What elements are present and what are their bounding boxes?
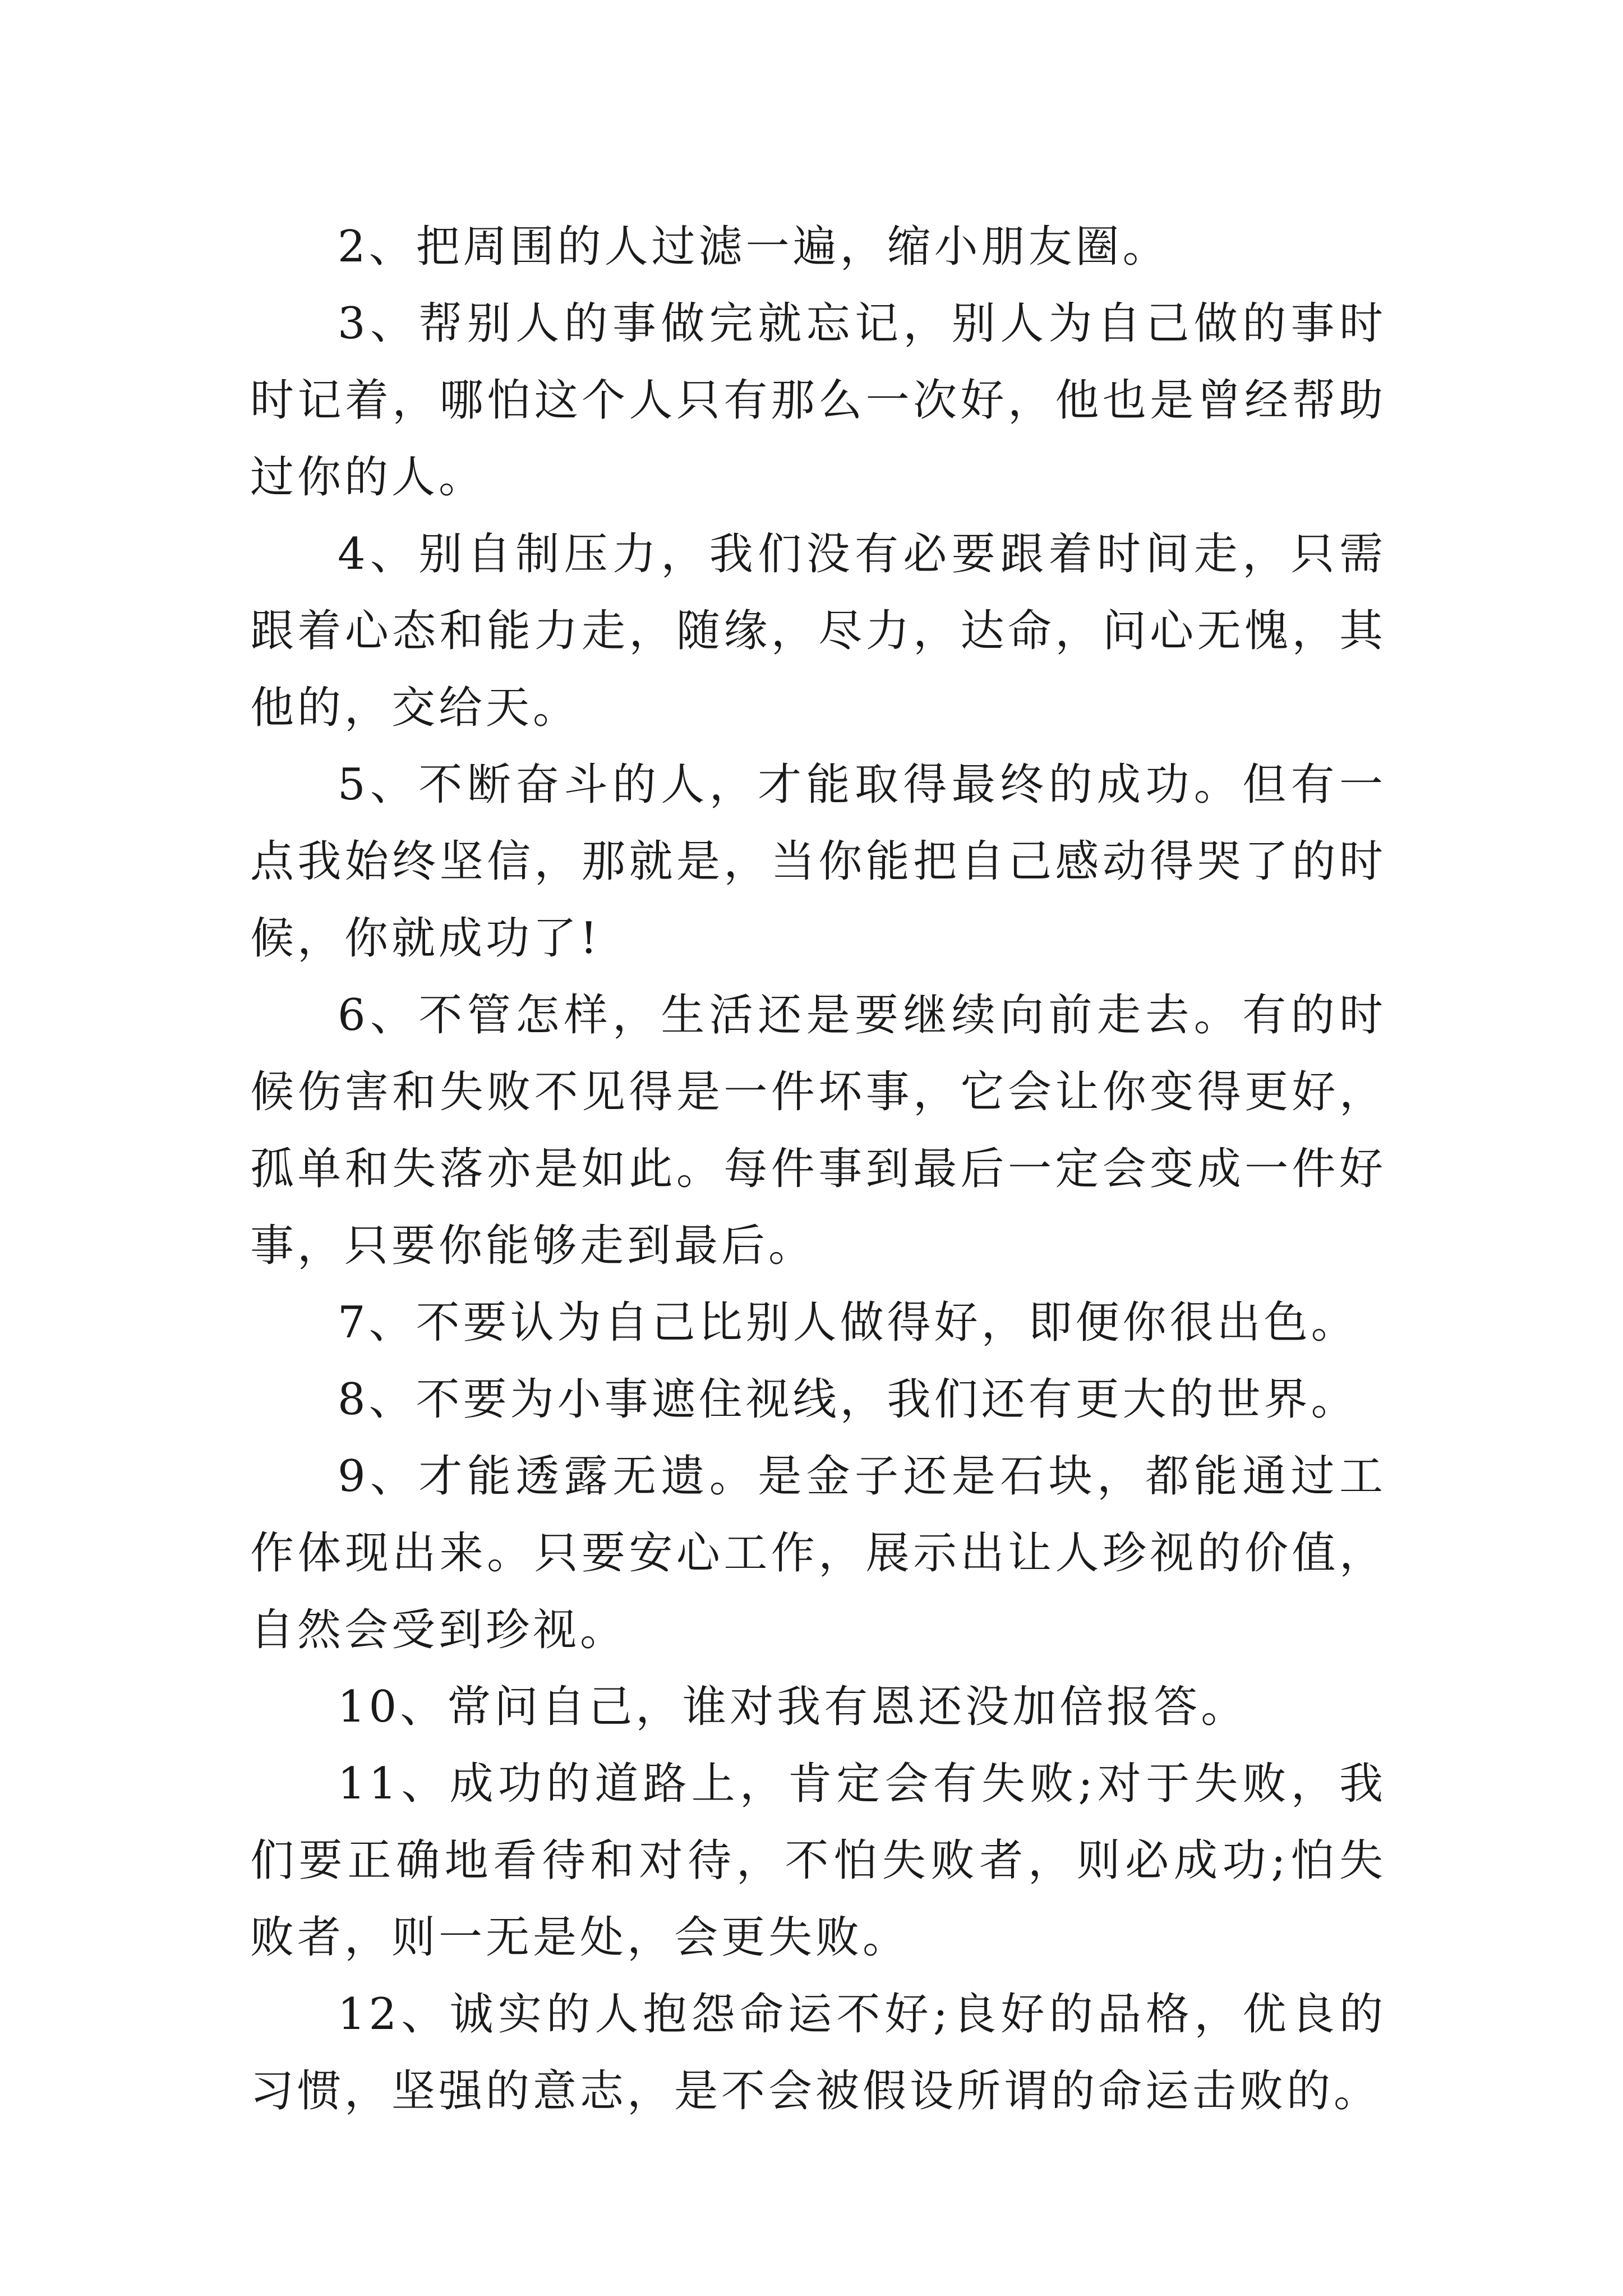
paragraph-11: 11、成功的道路上，肯定会有失败;对于失败，我们要正确地看待和对待，不怕失败者，则必成功;怕失败者，则一无是处，会更失败。 — [250, 1759, 1386, 1963]
paragraph-9: 9、才能透露无遗。是金子还是石块，都能通过工作体现出来。只要安心工作，展示出让人珍视的价值，自然会受到珍视。 — [250, 1451, 1386, 1655]
paragraph-2: 2、把周围的人过滤一遍，缩小朋友圈。 — [338, 222, 1170, 272]
paragraph-4: 4、别自制压力，我们没有必要跟着时间走，只需跟着心态和能力走，随缘，尽力，达命，问心无愧，其他的，交给天。 — [250, 529, 1386, 733]
paragraph-8: 8、不要为小事遮住视线，我们还有更大的世界。 — [338, 1374, 1358, 1425]
paragraph-5: 5、不断奋斗的人，才能取得最终的成功。但有一点我始终坚信，那就是，当你能把自己感动得哭了的时候，你就成功了! — [250, 760, 1386, 964]
paragraph-7: 7、不要认为自己比别人做得好，即便你很出色。 — [338, 1297, 1358, 1348]
paragraph-12: 12、诚实的人抱怨命运不好;良好的品格，优良的习惯，坚强的意志，是不会被假设所谓的命运击败的。 — [250, 1989, 1386, 2116]
paragraph-3: 3、帮别人的事做完就忘记，别人为自己做的事时时记着，哪怕这个人只有那么一次好，他也是曾经帮助过你的人。 — [250, 298, 1386, 503]
paragraph-10: 10、常问自己，谁对我有恩还没加倍报答。 — [338, 1682, 1248, 1732]
paragraph-6: 6、不管怎样，生活还是要继续向前走去。有的时候伤害和失败不见得是一件坏事，它会让你变得更好，孤单和失落亦是如此。每件事到最后一定会变成一件好事，只要你能够走到最后。 — [250, 990, 1386, 1271]
document-body — [250, 209, 1386, 2130]
